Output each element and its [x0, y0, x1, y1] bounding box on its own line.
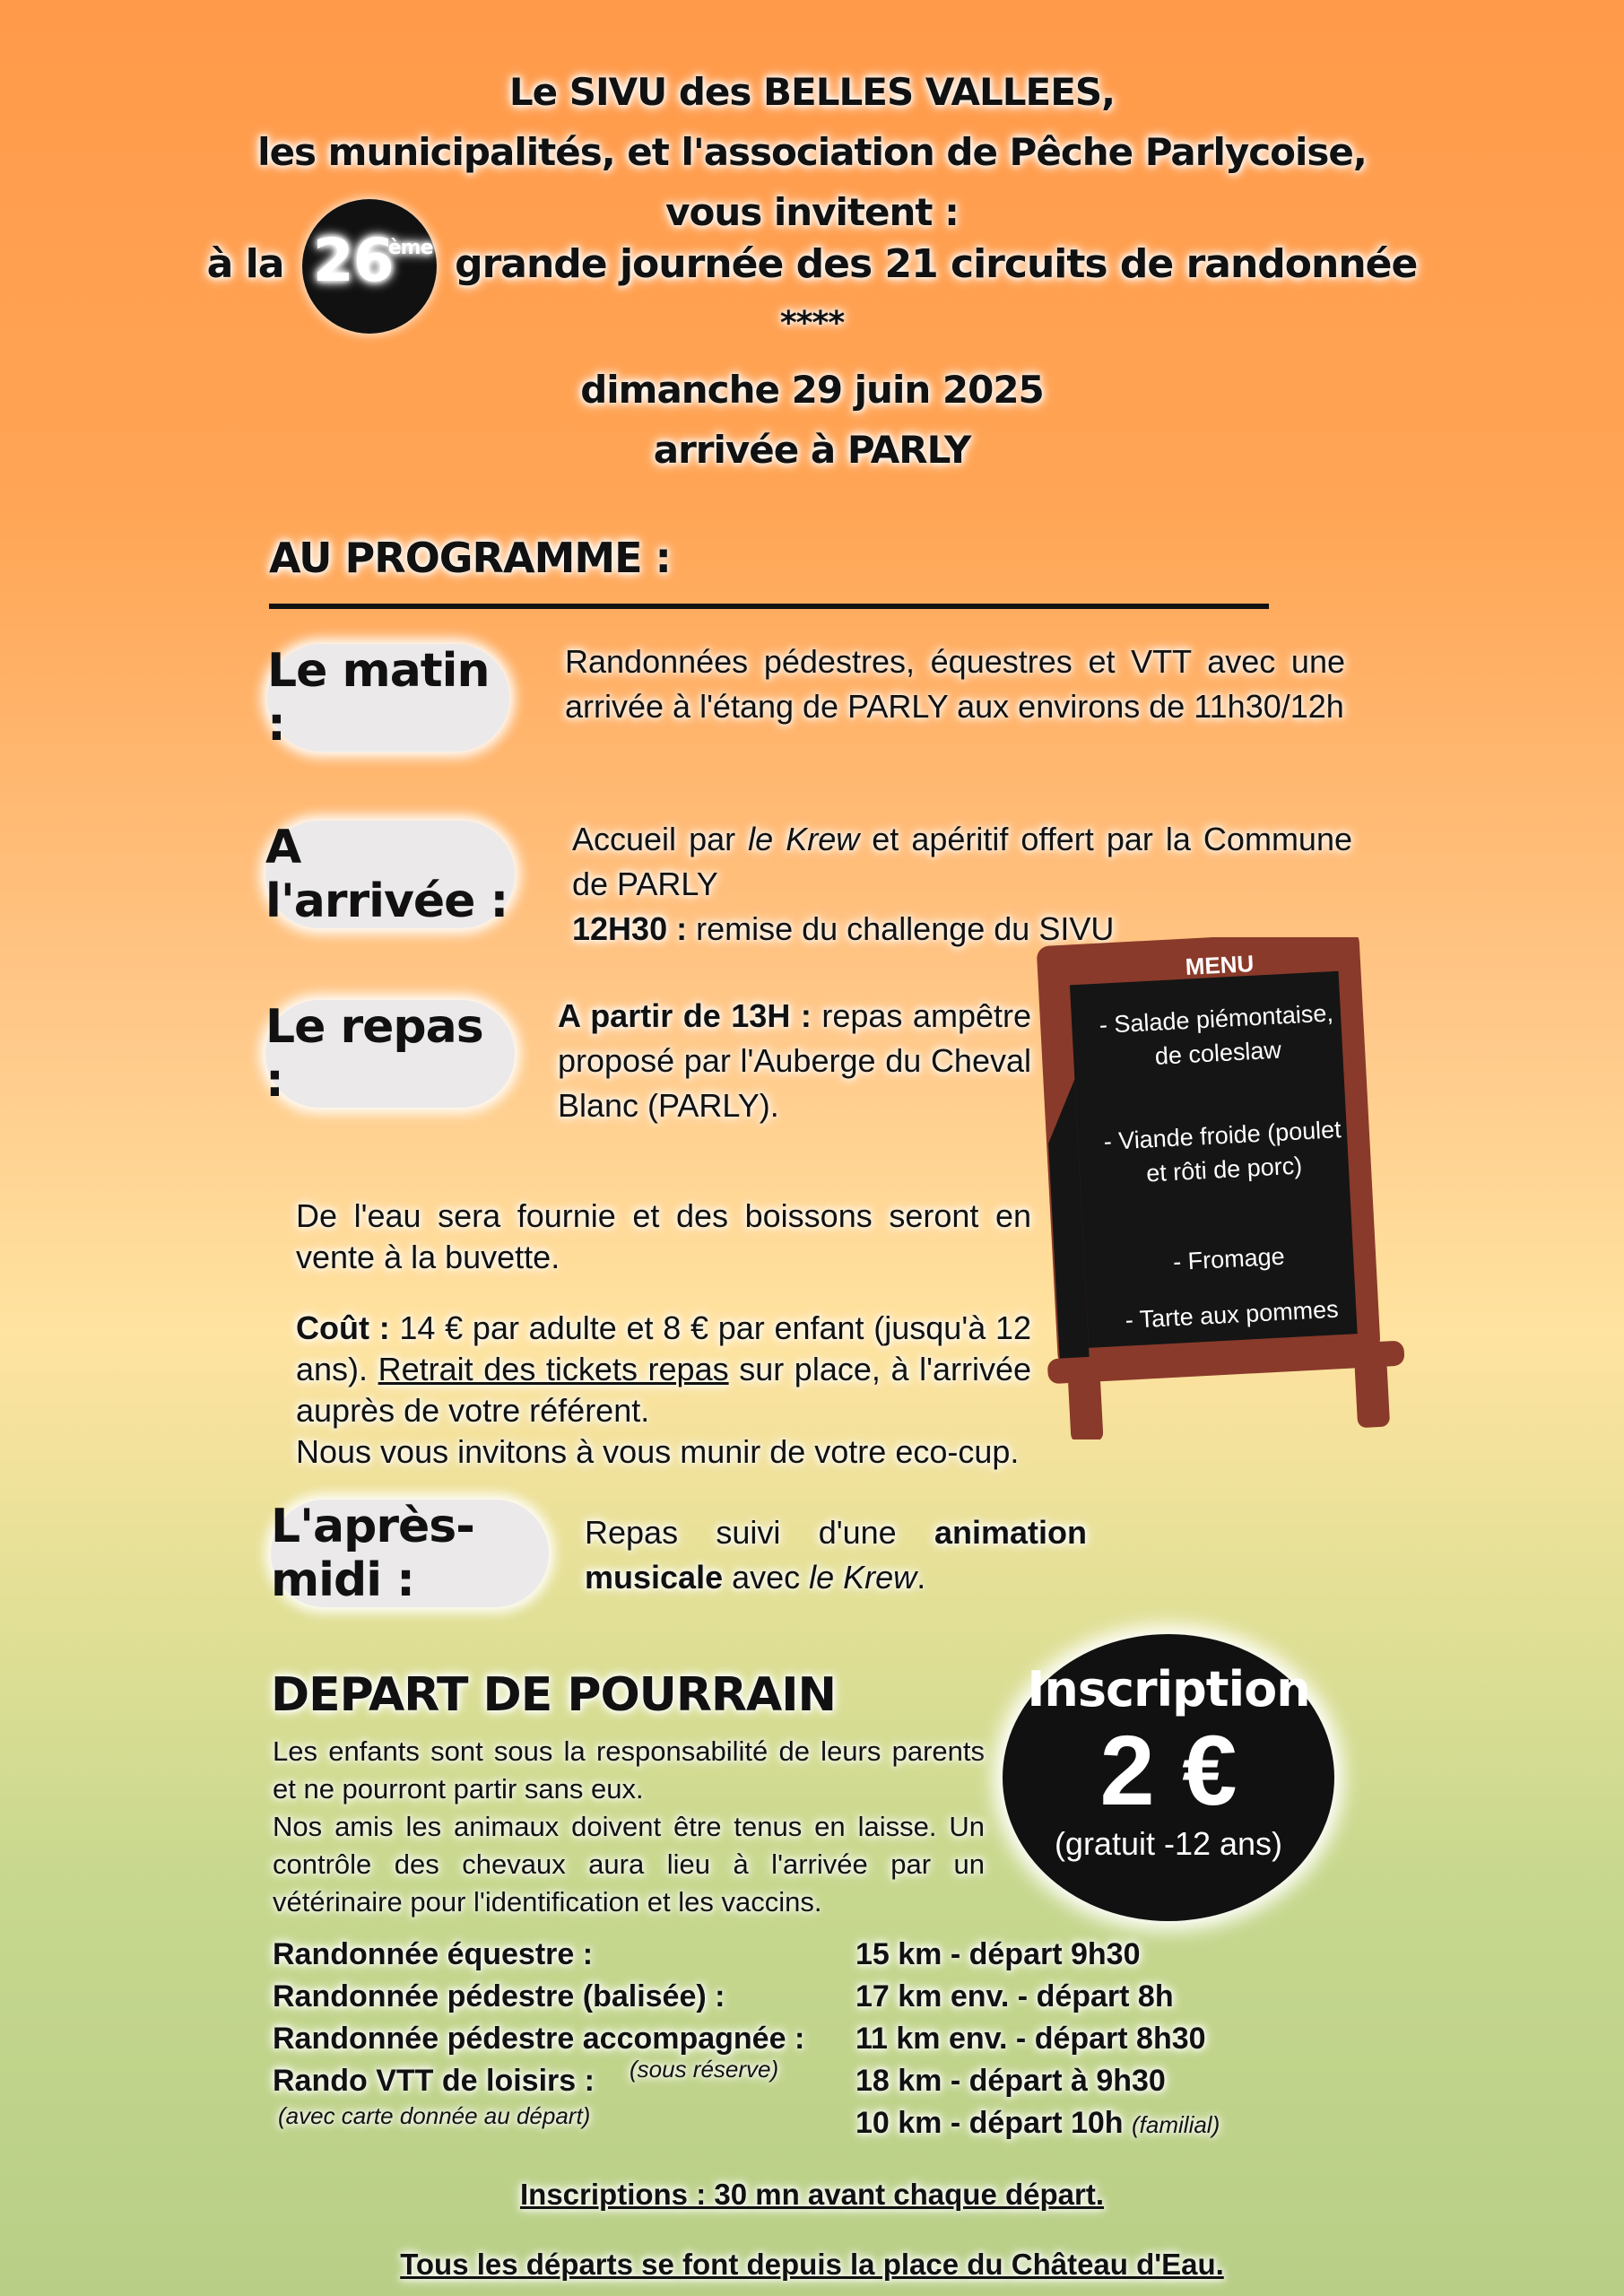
event-date: dimanche 29 juin 2025	[580, 368, 1044, 412]
retrait-post: sur place, à l'arrivée auprès de votre référent.	[296, 1351, 1031, 1429]
menu-item: - Fromage	[1172, 1242, 1286, 1276]
apres-krew: le Krew	[809, 1559, 917, 1596]
menu-items	[1086, 996, 1363, 1339]
text-cout	[296, 1308, 1031, 1473]
apres-bold: animation musicale	[585, 1514, 1087, 1596]
rando-note: (sous réserve)	[630, 2056, 779, 2083]
depart-p1: Les enfants sont sous la responsabilité de leurs parents et ne pourront partir sans eux.	[273, 1735, 985, 1805]
header-post: grande journée des 21 circuits de randonnée	[455, 241, 1418, 287]
ecocup-text: Nous vous invitons à vous munir de votre eco-cup.	[296, 1433, 1020, 1470]
text-eau: De l'eau sera fournie et des boissons seront en vente à la buvette.	[296, 1197, 1031, 1275]
footer-departs: Tous les départs se font depuis la place du Château d'Eau.	[400, 2248, 1224, 2281]
edition-number: 26	[312, 226, 394, 295]
text-apresmidi	[585, 1510, 1087, 1600]
menu-title: MENU	[1184, 950, 1255, 980]
text-repas	[558, 994, 1031, 1128]
arrivee-time: 12H30 :	[572, 910, 688, 947]
footer-line-1	[0, 2178, 1624, 2212]
rando-note: (avec carte donnée au départ)	[278, 2102, 591, 2129]
label-matin: Le matin :	[267, 644, 509, 752]
rando-detail-text: 10 km - départ 10h	[855, 2106, 1124, 2140]
menu-item: - Tarte aux pommes	[1124, 1295, 1340, 1334]
rando-label: Randonnée pédestre accompagnée :	[273, 2022, 805, 2056]
menu-item: - Viande froide (poulet et rôti de porc)	[1102, 1116, 1342, 1187]
header-line-3: vous invitent :	[665, 190, 959, 234]
rando-label: Rando VTT de loisirs :	[273, 2064, 595, 2098]
footer-inscriptions: Inscriptions : 30 mn avant chaque départ.	[520, 2178, 1104, 2211]
apres-pre: Repas suivi d'une	[585, 1514, 934, 1551]
cout-text: 14 € par adulte et 8 € par enfant (jusqu'à 12 ans).	[296, 1309, 1031, 1387]
menu-item: - Salade piémontaise, de coleslaw	[1099, 999, 1334, 1070]
repas-text: repas ampêtre proposé par l'Auberge du Cheval Blanc (PARLY).	[558, 997, 1031, 1124]
rando-label: Randonnée pédestre (balisée) :	[273, 1979, 725, 2013]
depart-text	[273, 1733, 985, 1921]
rando-detail: 15 km - départ 9h30	[855, 1937, 1141, 1971]
inscription-badge	[1003, 1634, 1334, 1921]
label-apresmidi: L'après-midi :	[271, 1500, 549, 1607]
arrivee-krew: le Krew	[748, 821, 860, 857]
footer-line-2	[0, 2248, 1624, 2282]
inscription-title: Inscription	[1027, 1661, 1310, 1718]
arrivee-pre: Accueil par	[572, 821, 749, 857]
depart-title: DEPART DE POURRAIN	[271, 1668, 837, 1722]
header-line-2: les municipalités, et l'association de Pêche Parlycoise,	[257, 130, 1367, 174]
rando-detail: 17 km env. - départ 8h	[855, 1979, 1174, 2013]
retrait-tickets: Retrait des tickets repas	[378, 1351, 729, 1387]
arrival-place: arrivée à PARLY	[653, 428, 971, 472]
menu-board	[1031, 937, 1408, 1439]
inscription-note: (gratuit -12 ans)	[1054, 1825, 1283, 1862]
rando-detail	[855, 2106, 1220, 2141]
apres-mid: avec	[723, 1559, 810, 1596]
text-matin: Randonnées pédestres, équestres et VTT avec une arrivée à l'étang de PARLY aux environs de 11h30/12h	[565, 643, 1345, 725]
text-arrivee	[572, 817, 1352, 952]
rando-detail-note: (familial)	[1132, 2111, 1220, 2138]
cout-label: Coût :	[296, 1309, 390, 1346]
rando-detail: 18 km - départ à 9h30	[855, 2064, 1166, 2098]
label-repas: Le repas :	[265, 1000, 515, 1108]
apres-end: .	[916, 1559, 926, 1596]
header-stars: ****	[779, 305, 845, 342]
rando-label: Randonnée équestre :	[273, 1937, 594, 1971]
depart-p2: Nos amis les animaux doivent être tenus en laisse. Un contrôle des chevaux aura lieu à l'arrivée par un vétérinaire pour l'identification et les vaccins.	[273, 1811, 985, 1918]
rando-detail: 11 km env. - départ 8h30	[855, 2022, 1206, 2056]
programme-title: AU PROGRAMME :	[269, 534, 671, 582]
programme-divider	[269, 604, 1269, 609]
arrivee-post: et apéritif offert par la Commune de PARLY	[572, 821, 1352, 902]
edition-suffix: ème	[387, 237, 433, 259]
arrivee-time-text: remise du challenge du SIVU	[687, 910, 1115, 947]
header-line-1: Le SIVU des BELLES VALLEES,	[508, 70, 1116, 114]
repas-time: A partir de 13H :	[558, 997, 812, 1034]
header-pre: à la	[206, 241, 284, 287]
label-arrivee: A l'arrivée :	[265, 821, 515, 928]
inscription-price: 2 €	[1099, 1716, 1238, 1826]
